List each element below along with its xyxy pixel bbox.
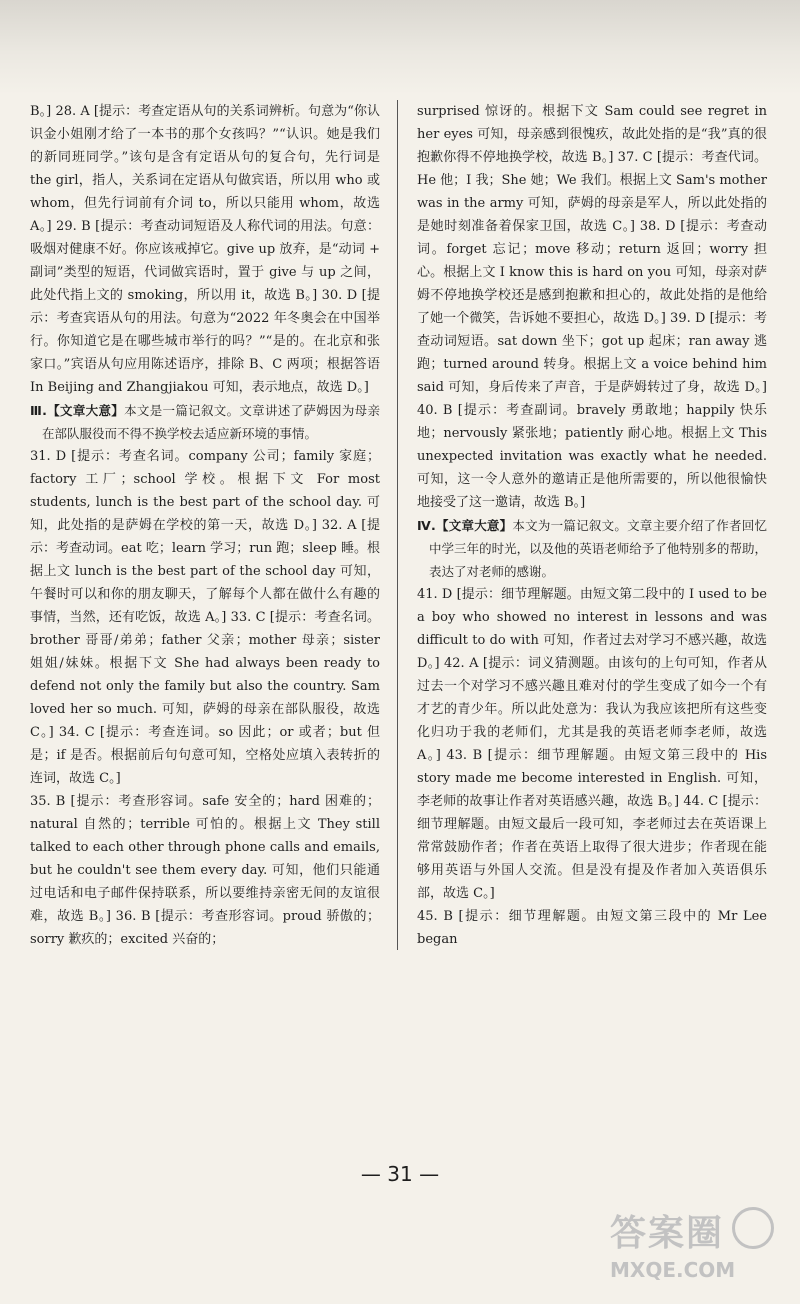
section-summary <box>417 514 767 583</box>
left-column <box>30 100 380 951</box>
page-number: — 31 — <box>360 1162 440 1186</box>
watermark-chinese: 答案圈 <box>610 1213 725 1254</box>
section-marker: Ⅲ. <box>30 403 47 418</box>
answer-paragraph: 45. B [提示：细节理解题。由短文第三段中的 Mr Lee began <box>417 909 767 947</box>
answer-paragraph: B。] 28. A [提示：考查定语从句的关系词辨析。句意为“你认识金小姐刚才给了一本书的那个女孩吗？”“认识。她是我们的新同班同学。”该句是含有定语从句的复合句，先行词是 the girl，指人，关系词在定语从句做宾语，所以用 who 或 whom，但先行词前有介词 to，所以只能用 whom，故选 A。] 29. B [提示：考查动词短语及人称代词的用法。句意：吸烟对健康不好。你应该戒掉它。give up 放弃，是“动词 + 副词”类型的短语，代词做宾语时，置于 give 与 up 之间，此处代指上文的 smoking，所以用 it，故选 B。] 30. D [提示：考查宾语从句的用法。句意为“2022 年冬奥会在中国举行。你知道它是在哪些城市举行的吗？”“是的。在北京和张家口。”宾语从句应用陈述语序，排除 B、C 两项；根据答语 In Beijing and Zhangjiakou 可知，表示地点，故选 D。] <box>30 104 380 395</box>
section-summary <box>30 399 380 445</box>
previous-page-bleed <box>0 0 800 95</box>
summary-text: 本文为一篇记叙文。文章主要介绍了作者回忆中学三年的时光，以及他的英语老师给予了他特别多的帮助，表达了对老师的感谢。 <box>429 518 767 579</box>
section-marker: Ⅳ. <box>417 518 436 533</box>
answer-paragraph: 41. D [提示：细节理解题。由短文第二段中的 I used to be a boy who showed no interest in lessons and was difficult to do with 可知，作者过去对学习不感兴趣，故选 D。] 42. A [提示：词义猜测题。由该句的上句可知，作者从过去一个对学习不感兴趣且难对付的学生变成了如今一个有才艺的青少年。所以此处意为：我认为我应该把所有这些变化归功于我的老师们，尤其是我的英语老师李老师，故选 A。] 43. B [提示：细节理解题。由短文第三段中的 His story made me become interested in English. 可知，李老师的故事让作者对英语感兴趣，故选 B。] 44. C [提示：细节理解题。由短文最后一段可知，李老师过去在英语课上常常鼓励作者；作者在英语上取得了很大进步；作者现在能够用英语与外国人交流。但是没有提及作者加入英语俱乐部，故选 C。] <box>417 587 767 901</box>
right-column <box>417 100 767 951</box>
summary-text: 本文是一篇记叙文。文章讲述了萨姆因为母亲在部队服役而不得不换学校去适应新环境的事情。 <box>42 403 380 441</box>
answer-paragraph: surprised 惊讶的。根据下文 Sam could see regret in her eyes 可知，母亲感到很愧疚，故此处指的是“我”真的很抱歉你得不停地换学校，故选 B。] 37. C [提示：考查代词。He 他；I 我；She 她；We 我们。根据上文 Sam's mother was in the army 可知，萨姆的母亲是军人，所以此处指的是她时刻准备着保家卫国，故选 C。] 38. D [提示：考查动词。forget 忘记；move 移动；return 返回；worry 担心。根据上文 I know this is hard on you 可知，母亲对萨姆不停地换学校还是感到抱歉和担心的，故此处指的是他给了她一个微笑，告诉她不要担心，故选 D。] 39. D [提示：考查动词短语。sat down 坐下；got up 起床；ran away 逃跑；turned around 转身。根据上文 a voice behind him said 可知，身后传来了声音，于是萨姆转过了身，故选 D。] 40. B [提示：考查副词。bravely 勇敢地；happily 快乐地；nervously 紧张地；patiently 耐心地。根据上文 This unexpected invitation was exactly what he needed. 可知，这一令人意外的邀请正是他所需要的，所以他很愉快地接受了这一邀请，故选 B。] <box>417 104 767 510</box>
answer-paragraph: 35. B [提示：考查形容词。safe 安全的；hard 困难的；natural 自然的；terrible 可怕的。根据上文 They still talked to each other through phone calls and emails, but he couldn't see them every day. 可知，他们只能通过电话和电子邮件保持联系，所以要维持亲密无间的友谊很难，故选 B。] 36. B [提示：考查形容词。proud 骄傲的；sorry 歉疚的；excited 兴奋的； <box>30 794 380 947</box>
summary-label: 【文章大意】 <box>435 518 513 533</box>
column-divider <box>397 100 398 950</box>
watermark-url: MXQE.COM <box>610 1258 736 1282</box>
badge-icon <box>732 1207 774 1249</box>
answer-paragraph: 31. D [提示：考查名词。company 公司；family 家庭；factory 工厂；school 学校。根据下文 For most students, lunch is the best part of the school day. 可知，此处指的是萨姆在学校的第一天，故选 D。] 32. A [提示：考查动词。eat 吃；learn 学习；run 跑；sleep 睡。根据上文 lunch is the best part of the school day 可知，午餐时可以和你的朋友聊天，了解每个人都在做什么有趣的事情，当然，还有吃饭，故选 A。] 33. C [提示：考查名词。brother 哥哥/弟弟；father 父亲；mother 母亲；sister 姐姐/妹妹。根据下文 She had always been ready to defend not only the family but also the country. Sam loved her so much. 可知，萨姆的母亲在部队服役，故选 C。] 34. C [提示：考查连词。so 因此；or 或者；but 但是；if 是否。根据前后句句意可知，空格处应填入表转折的连词，故选 C。] <box>30 449 380 786</box>
watermark-logo <box>610 1205 780 1295</box>
summary-label: 【文章大意】 <box>46 403 125 418</box>
